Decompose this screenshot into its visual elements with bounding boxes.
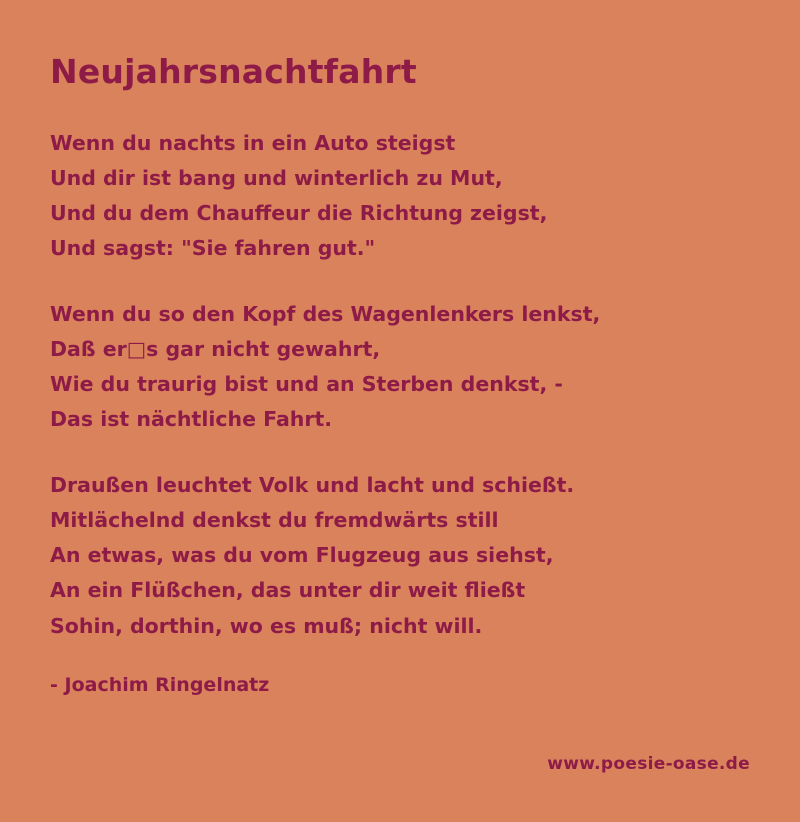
poem-line: Draußen leuchtet Volk und lacht und schießt. [50, 472, 575, 497]
page-title: Neujahrsnachtfahrt [50, 52, 417, 91]
stanza-2 [50, 297, 750, 438]
poem-line: Das ist nächtliche Fahrt. [50, 407, 333, 432]
poem-line: Und sagst: "Sie fahren gut." [50, 236, 376, 261]
poem-line: An ein Flüßchen, das unter dir weit fließt [50, 578, 526, 603]
stanza-1 [50, 126, 750, 267]
stanza-3 [50, 468, 750, 644]
author-attribution: - Joachim Ringelnatz [50, 673, 270, 696]
poem-line: An etwas, was du vom Flugzeug aus siehst, [50, 543, 554, 568]
poem-line: Und du dem Chauffeur die Richtung zeigst, [50, 201, 548, 226]
poem-line: Wenn du so den Kopf des Wagenlenkers lenkst, [50, 301, 601, 326]
poem-line: Daß er□s gar nicht gewahrt, [50, 336, 381, 361]
poem-line: Wie du traurig bist und an Sterben denkst, - [50, 372, 563, 397]
poem-line: Mitlächelnd denkst du fremdwärts still [50, 507, 499, 532]
site-url: www.poesie-oase.de [547, 754, 750, 774]
poem-line: Und dir ist bang und winterlich zu Mut, [50, 165, 503, 190]
poem-line: Sohin, dorthin, wo es muß; nicht will. [50, 613, 483, 638]
poem-line: Wenn du nachts in ein Auto steigst [50, 130, 456, 155]
